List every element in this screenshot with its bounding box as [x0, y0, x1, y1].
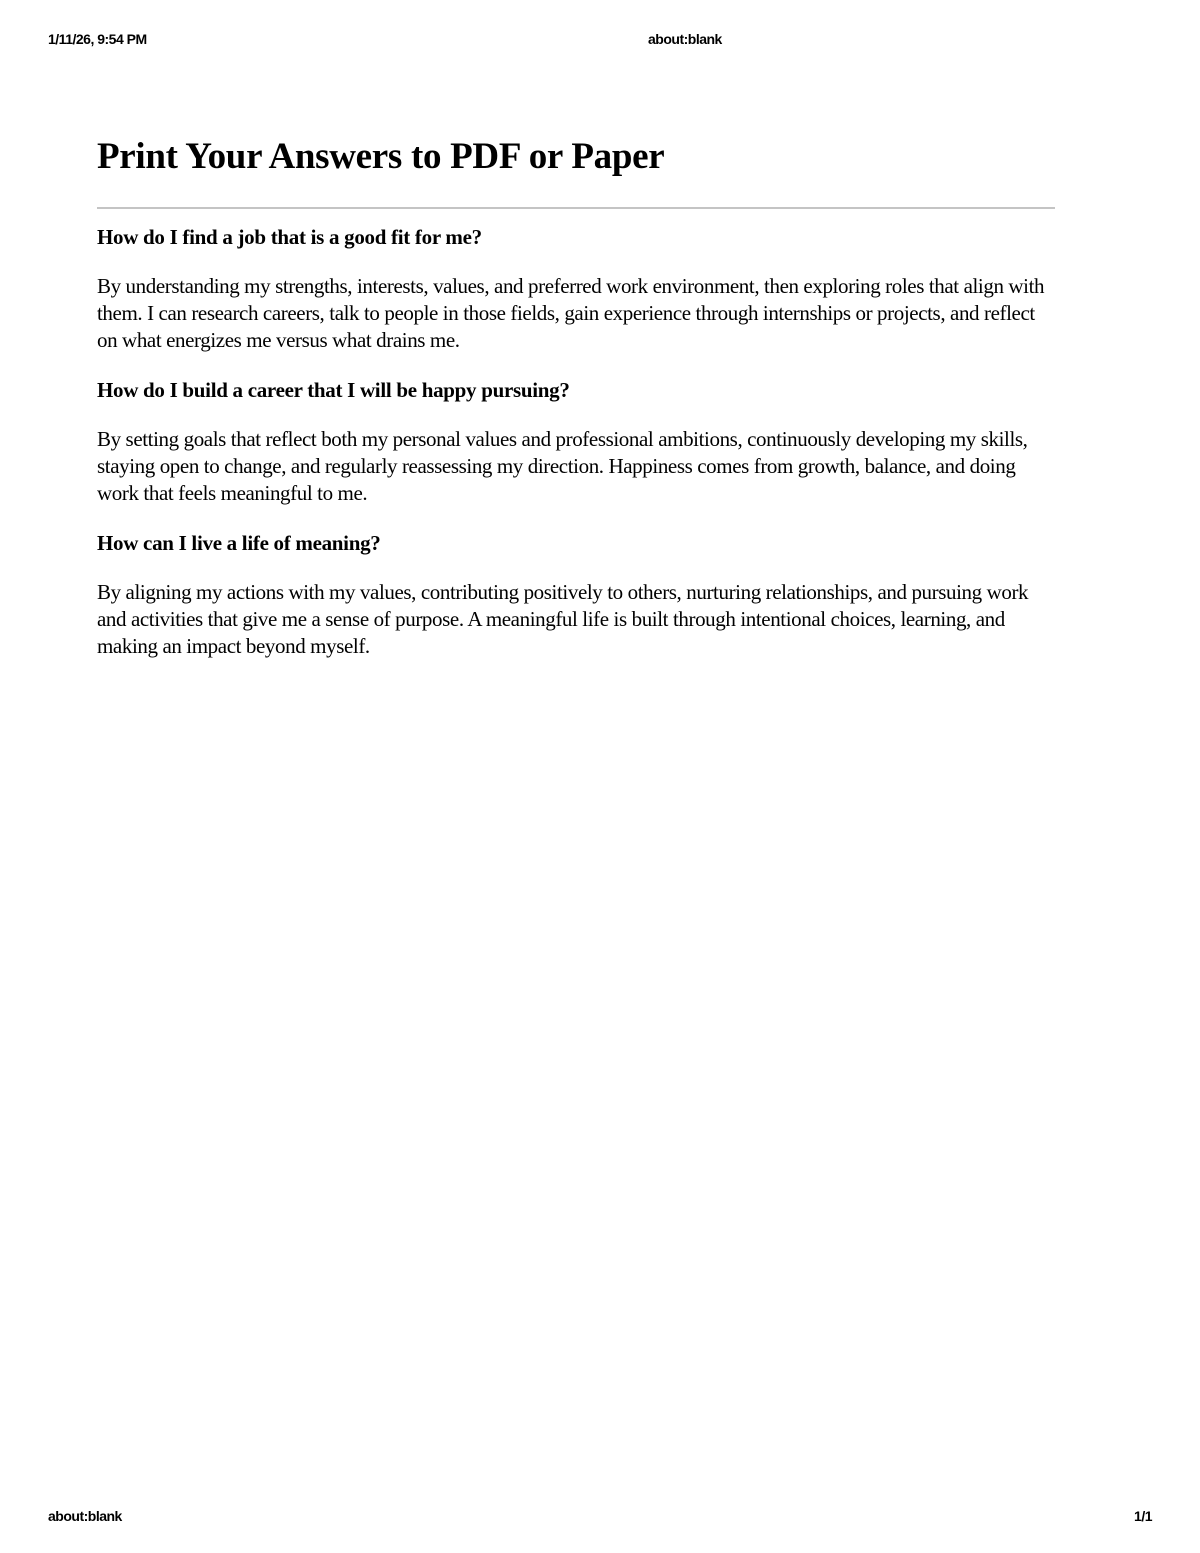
print-footer-url: about:blank [48, 1508, 122, 1524]
question-2: How do I build a career that I will be happy pursuing? [97, 378, 570, 402]
print-header-datetime: 1/11/26, 9:54 PM [48, 31, 147, 47]
answer-3: By aligning my actions with my values, contributing positively to others, nurturing relationships, and pursuing work and activities that give me a sense of purpose. A meaningful life is built through intentional choices, learning, and making an impact beyond myself. [97, 580, 1029, 658]
document-content [97, 133, 1055, 660]
question-1: How do I find a job that is a good fit for me? [97, 225, 482, 249]
print-header-url: about:blank [648, 31, 722, 47]
question-3: How can I live a life of meaning? [97, 531, 381, 555]
print-footer-page-number: 1/1 [1134, 1508, 1152, 1524]
answer-2: By setting goals that reflect both my personal values and professional ambitions, continuously developing my skills, staying open to change, and regularly reassessing my direction. Happiness comes from growth, balance, and doing work that feels meaningful to me. [97, 427, 1028, 505]
answer-1: By understanding my strengths, interests, values, and preferred work environment, then exploring roles that align with them. I can research careers, talk to people in those fields, gain experience through internships or projects, and reflect on what energizes me versus what drains me. [97, 274, 1045, 352]
page-title: Print Your Answers to PDF or Paper [97, 136, 665, 177]
title-divider [97, 207, 1055, 209]
